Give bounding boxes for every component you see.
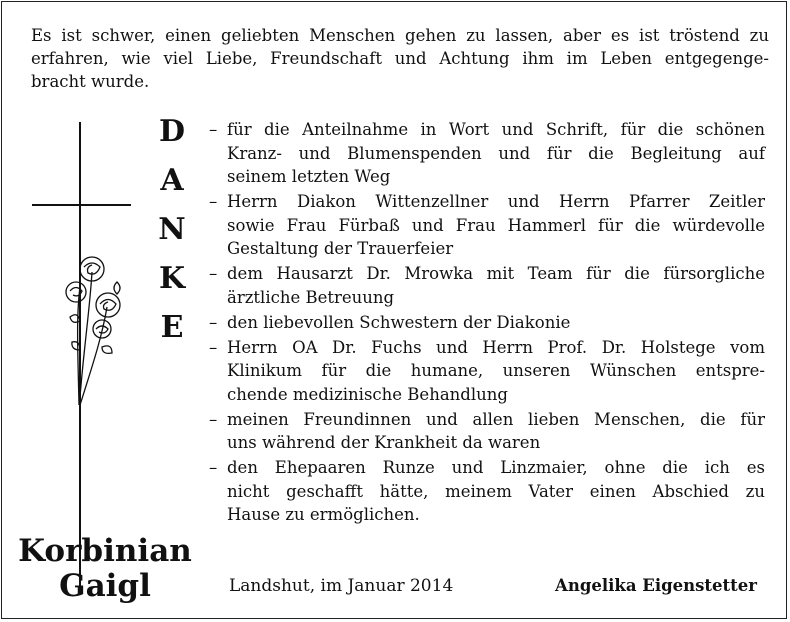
intro-line: bracht wurde. [31, 72, 150, 91]
list-item [209, 456, 765, 527]
list-item [209, 408, 765, 455]
signer-name: Angelika Eigenstetter [555, 576, 757, 595]
item-line: sowie Frau Fürbaß und Frau Hammerl für die würdevolle [227, 215, 765, 235]
intro-text [31, 24, 769, 93]
danke-letter: N [158, 212, 186, 247]
list-item [209, 190, 765, 261]
item-line: chende medizinische Behandlung [227, 384, 508, 404]
intro-line: erfahren, wie viel Liebe, Freundschaft und Achtung ihm im Leben entgegenge- [31, 49, 769, 68]
dash: – [209, 409, 218, 429]
danke-letter: E [160, 310, 184, 345]
dash: – [209, 120, 218, 139]
item-line: Kranz- und Blumenspenden und für die Begleitung auf [227, 143, 765, 163]
danke-heading [152, 114, 192, 362]
danke-letter: K [158, 261, 186, 296]
first-name: Korbinian [18, 533, 192, 569]
item-line: uns während der Krankheit da waren [227, 433, 541, 452]
thanks-list [209, 118, 765, 528]
dash: – [209, 192, 218, 211]
item-line: ärztliche Betreuung [227, 287, 395, 307]
deceased-name [14, 534, 196, 604]
item-line: für die Anteilnahme in Wort und Schrift, für die schönen [227, 120, 765, 139]
danke-letter: A [160, 163, 184, 198]
item-line: Klinikum für die humane, unseren Wünschen entspre- [227, 361, 765, 380]
item-line: Hause zu ermöglichen. [227, 505, 420, 524]
list-item [209, 336, 765, 407]
list-item [209, 118, 765, 189]
danke-letter: D [158, 114, 185, 149]
item-line: den liebevollen Schwestern der Diakonie [227, 312, 571, 332]
item-line: Gestaltung der Trauerfeier [227, 239, 454, 258]
item-line: den Ehepaaren Runze und Linzmaier, ohne die ich es [227, 458, 765, 477]
item-line: seinem letzten Weg [227, 167, 391, 186]
dash: – [209, 312, 218, 332]
list-item [209, 311, 765, 335]
dash: – [209, 458, 218, 477]
list-item [209, 262, 765, 309]
item-line: Herrn OA Dr. Fuchs und Herrn Prof. Dr. Holstege vom [227, 337, 765, 357]
item-line: dem Hausarzt Dr. Mrowka mit Team für die fürsorgliche [227, 264, 765, 283]
place-date: Landshut, im Januar 2014 [229, 576, 454, 596]
roses-icon [62, 247, 132, 407]
cross-bar [32, 204, 131, 206]
intro-line: Es ist schwer, einen geliebten Menschen gehen zu lassen, aber es ist tröstend zu [31, 26, 769, 45]
dash: – [209, 337, 218, 357]
dash: – [209, 264, 218, 283]
last-name: Gaigl [59, 568, 151, 604]
obituary-card [1, 1, 787, 619]
item-line: nicht geschafft hätte, meinem Vater einen Abschied zu [227, 481, 765, 501]
item-line: meinen Freundinnen und allen lieben Menschen, die für [227, 409, 765, 429]
item-line: Herrn Diakon Wittenzellner und Herrn Pfarrer Zeitler [227, 192, 765, 211]
